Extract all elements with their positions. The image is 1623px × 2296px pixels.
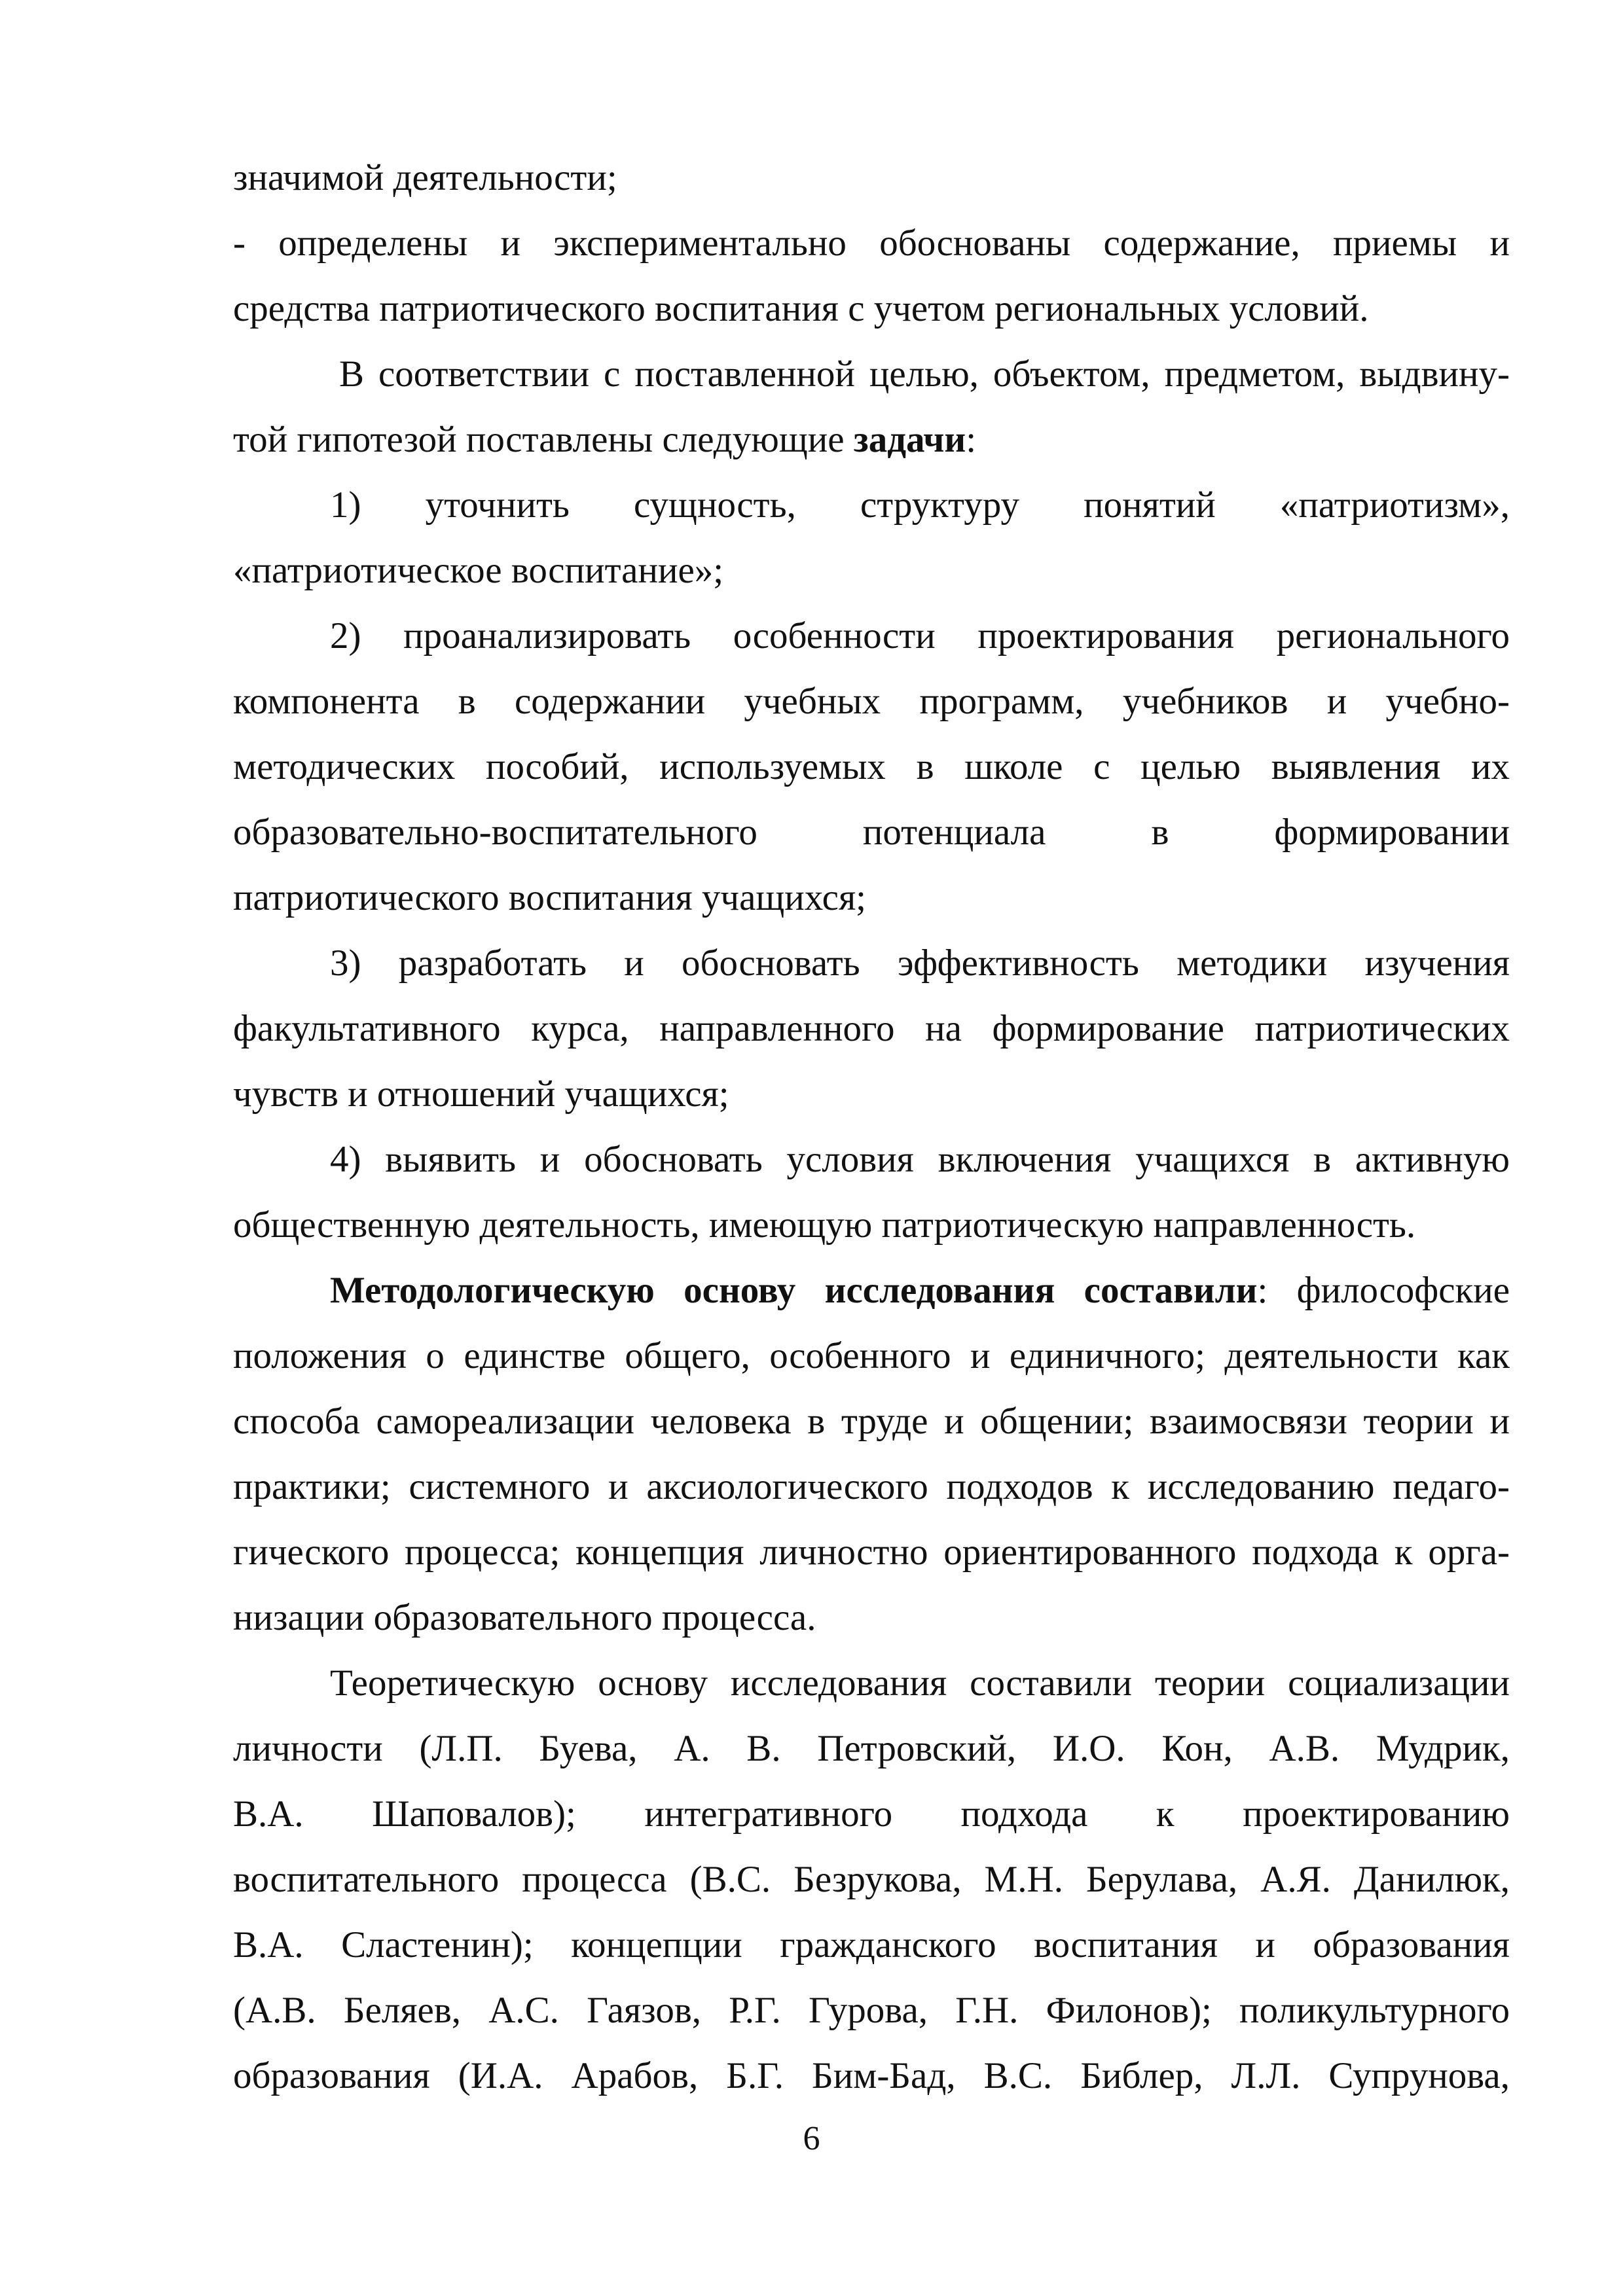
- text-line: патриотического воспитания учащихся;: [233, 877, 866, 918]
- text-line: 3) разработать и обосновать эффективность методики изучения: [330, 942, 1510, 984]
- text-line: Теоретическую основу исследования составили теории социализации: [330, 1662, 1510, 1704]
- text-line: - определены и экспериментально обоснованы содержание, приемы и: [233, 223, 1510, 264]
- text-line: значимой деятельности;: [233, 157, 617, 198]
- text-line: «патриотическое воспитание»;: [233, 550, 724, 591]
- bold-term: Методологическую основу исследования составили: [330, 1270, 1258, 1311]
- bold-term: задачи: [853, 419, 966, 460]
- page-number: 6: [803, 2120, 820, 2157]
- text-line: гического процесса; концепция личностно ориентированного подхода к орга-: [233, 1532, 1510, 1573]
- text-line: Методологическую основу исследования составили: философские: [330, 1270, 1510, 1311]
- text-line: чувств и отношений учащихся;: [233, 1073, 729, 1115]
- text-line: 1) уточнить сущность, структуру понятий «патриотизм»,: [330, 484, 1510, 526]
- text-line: образовательно-воспитательного потенциала в формировании: [233, 812, 1510, 853]
- text-line: личности (Л.П. Буева, А. В. Петровский, И.О. Кон, А.В. Мудрик,: [233, 1728, 1510, 1769]
- text-line: В.А. Шаповалов); интегративного подхода к проектированию: [233, 1793, 1510, 1835]
- text-line: положения о единстве общего, особенного и единичного; деятельности как: [233, 1335, 1510, 1376]
- text-line: практики; системного и аксиологического подходов к исследованию педаго-: [233, 1466, 1510, 1507]
- text-line: 4) выявить и обосновать условия включения учащихся в активную: [330, 1139, 1510, 1180]
- text-line: В.А. Сластенин); концепции гражданского воспитания и образования: [233, 1924, 1510, 1965]
- text-line: 2) проанализировать особенности проектирования регионального: [330, 615, 1510, 656]
- text-line: общественную деятельность, имеющую патриотическую направленность.: [233, 1204, 1416, 1246]
- text-line: (А.В. Беляев, А.С. Гаязов, Р.Г. Гурова, Г.Н. Филонов); поликультурного: [233, 1990, 1510, 2031]
- text-line: той гипотезой поставлены следующие задачи:: [233, 419, 977, 460]
- text-line: низации образовательного процесса.: [233, 1597, 816, 1638]
- text-line: В соответствии с поставленной целью, объектом, предметом, выдвину-: [339, 353, 1510, 395]
- text-line: средства патриотического воспитания с учетом региональных условий.: [233, 288, 1369, 329]
- text-line: факультативного курса, направленного на формирование патриотических: [233, 1008, 1510, 1049]
- text-line: компонента в содержании учебных программ, учебников и учебно-: [233, 681, 1510, 722]
- text-line: методических пособий, используемых в школе с целью выявления их: [233, 746, 1510, 787]
- text-line: воспитательного процесса (В.С. Безрукова, М.Н. Берулава, А.Я. Данилюк,: [233, 1859, 1510, 1900]
- text-line: способа самореализации человека в труде и общении; взаимосвязи теории и: [233, 1401, 1510, 1442]
- text-line: образования (И.А. Арабов, Б.Г. Бим-Бад, В.С. Библер, Л.Л. Супрунова,: [233, 2055, 1510, 2096]
